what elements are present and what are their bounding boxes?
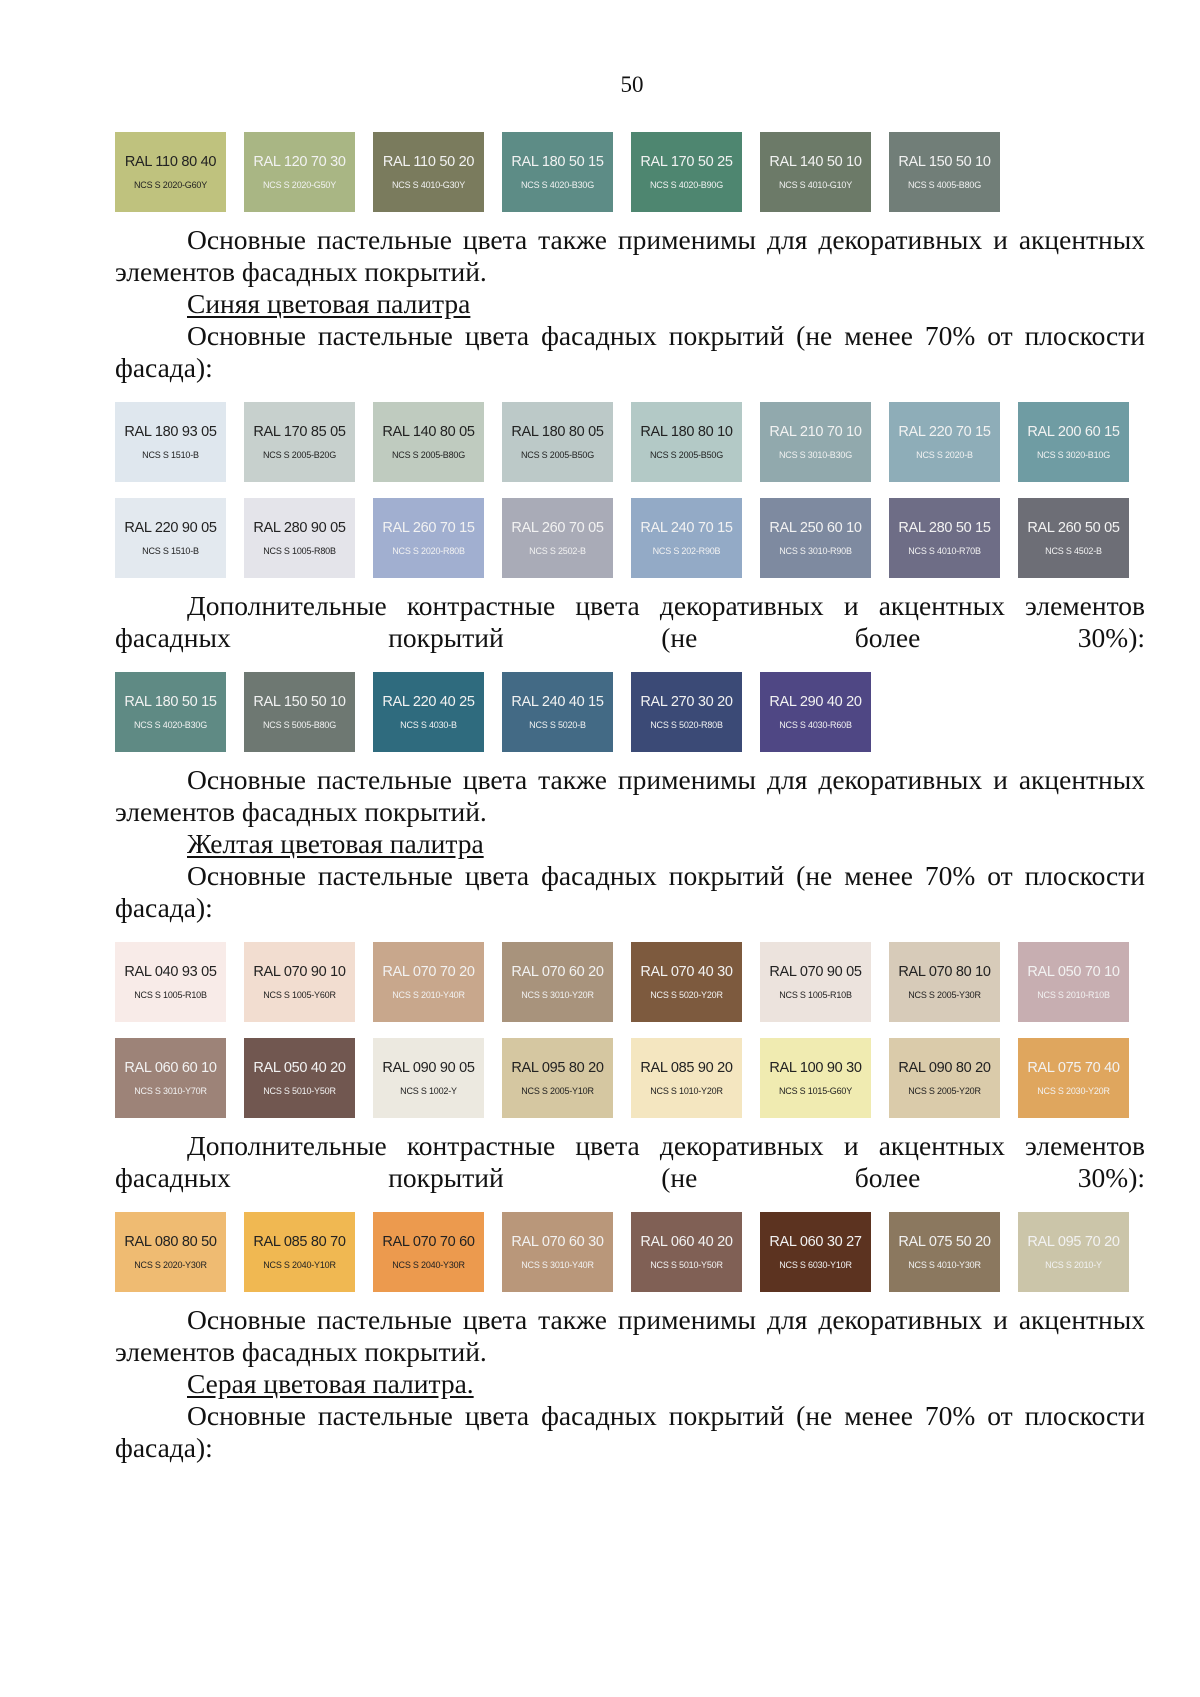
ral-code: RAL 260 70 05 (511, 520, 604, 536)
color-swatch (115, 132, 226, 212)
color-swatch (502, 498, 613, 578)
color-swatch (760, 1212, 871, 1292)
ncs-code: NCS S 4010-R70B (908, 546, 981, 556)
ncs-code: NCS S 4030-B (400, 720, 457, 730)
ncs-code: NCS S 1005-Y60R (263, 990, 336, 1000)
ral-code: RAL 050 40 20 (253, 1060, 346, 1076)
ral-code: RAL 140 80 05 (382, 424, 475, 440)
ral-code: RAL 085 80 70 (253, 1234, 346, 1250)
ncs-code: NCS S 4020-B90G (649, 180, 724, 190)
ral-code: RAL 070 90 10 (253, 964, 346, 980)
swatch-row (115, 942, 1145, 1022)
body-paragraph: Основные пастельные цвета также применимы для декоративных и акцентных элементов фасадных покрытий. (115, 1304, 1145, 1367)
ral-code: RAL 070 90 05 (769, 964, 862, 980)
ral-code: RAL 220 70 15 (898, 424, 991, 440)
ncs-code: NCS S 2030-Y20R (1037, 1086, 1110, 1096)
ncs-code: NCS S 4030-R60B (779, 720, 852, 730)
color-swatch (244, 942, 355, 1022)
color-swatch (1018, 1038, 1129, 1118)
ncs-code: NCS S 5020-B (529, 720, 586, 730)
ncs-code: NCS S 2020-R80B (392, 546, 465, 556)
ncs-code: NCS S 2040-Y30R (392, 1260, 465, 1270)
section-heading: Серая цветовая палитра. (187, 1368, 474, 1399)
swatch-group (115, 132, 1145, 212)
ncs-code: NCS S 5005-B80G (262, 720, 337, 730)
color-swatch (889, 1038, 1000, 1118)
ncs-code: NCS S 2020-G60Y (133, 180, 208, 190)
ral-code: RAL 070 40 30 (640, 964, 733, 980)
ncs-code: NCS S 2005-Y30R (908, 990, 981, 1000)
color-swatch (244, 1212, 355, 1292)
ral-code: RAL 060 60 10 (124, 1060, 217, 1076)
swatch-row (115, 672, 1145, 752)
ral-code: RAL 180 93 05 (124, 424, 217, 440)
color-swatch (760, 402, 871, 482)
color-swatch (373, 132, 484, 212)
color-swatch (631, 1212, 742, 1292)
ncs-code: NCS S 3010-R90B (779, 546, 852, 556)
ncs-code: NCS S 5010-Y50R (650, 1260, 723, 1270)
ncs-code: NCS S 4020-B30G (133, 720, 208, 730)
ral-code: RAL 080 80 50 (124, 1234, 217, 1250)
ral-code: RAL 070 70 20 (382, 964, 475, 980)
ral-code: RAL 200 60 15 (1027, 424, 1120, 440)
ncs-code: NCS S 2005-Y10R (521, 1086, 594, 1096)
color-swatch (760, 498, 871, 578)
color-swatch (889, 402, 1000, 482)
ncs-code: NCS S 1005-R10B (779, 990, 852, 1000)
ncs-code: NCS S 3010-Y40R (521, 1260, 594, 1270)
color-swatch (1018, 498, 1129, 578)
ral-code: RAL 110 80 40 (124, 154, 217, 170)
ral-code: RAL 170 50 25 (640, 154, 733, 170)
color-swatch (1018, 402, 1129, 482)
ral-code: RAL 095 70 20 (1027, 1234, 1120, 1250)
swatch-row (115, 1212, 1145, 1292)
ncs-code: NCS S 4010-G10Y (778, 180, 853, 190)
ral-code: RAL 180 80 10 (640, 424, 733, 440)
ncs-code: NCS S 3010-Y20R (521, 990, 594, 1000)
color-swatch (115, 942, 226, 1022)
color-swatch (631, 132, 742, 212)
color-swatch (244, 132, 355, 212)
section-heading: Желтая цветовая палитра (187, 828, 484, 859)
color-swatch (244, 672, 355, 752)
swatch-row (115, 498, 1145, 578)
ncs-code: NCS S 5010-Y50R (263, 1086, 336, 1096)
ral-code: RAL 085 90 20 (640, 1060, 733, 1076)
ral-code: RAL 270 30 20 (640, 694, 733, 710)
color-swatch (373, 942, 484, 1022)
ral-code: RAL 050 70 10 (1027, 964, 1120, 980)
ncs-code: NCS S 4010-Y30R (908, 1260, 981, 1270)
swatch-group (115, 1212, 1145, 1292)
color-swatch (631, 402, 742, 482)
section-heading: Синяя цветовая палитра (187, 288, 471, 319)
ncs-code: NCS S 3020-B10G (1036, 450, 1111, 460)
ral-code: RAL 095 80 20 (511, 1060, 604, 1076)
body-paragraph: Основные пастельные цвета фасадных покрытий (не менее 70% от плоскости фасада): (115, 860, 1145, 923)
ncs-code: NCS S 1015-G60Y (778, 1086, 853, 1096)
ncs-code: NCS S 4010-G30Y (391, 180, 466, 190)
color-swatch (115, 672, 226, 752)
color-swatch (889, 132, 1000, 212)
ncs-code: NCS S 1510-B (142, 546, 199, 556)
swatch-group (115, 942, 1145, 1118)
ncs-code: NCS S 2040-Y10R (263, 1260, 336, 1270)
swatch-row (115, 132, 1145, 212)
ncs-code: NCS S 1510-B (142, 450, 199, 460)
color-swatch (1018, 1212, 1129, 1292)
color-swatch (631, 672, 742, 752)
color-swatch (889, 498, 1000, 578)
ncs-code: NCS S 4502-B (1045, 546, 1102, 556)
ncs-code: NCS S 2005-B50G (649, 450, 724, 460)
color-swatch (373, 672, 484, 752)
ral-code: RAL 090 90 05 (382, 1060, 475, 1076)
body-paragraph: Дополнительные контрастные цвета декоративных и акцентных элементов фасадных покрытий (не более 30%): (115, 590, 1145, 653)
swatch-group (115, 672, 1145, 752)
ncs-code: NCS S 2010-Y40R (392, 990, 465, 1000)
color-swatch (1018, 942, 1129, 1022)
color-swatch (502, 672, 613, 752)
body-paragraph: Основные пастельные цвета фасадных покрытий (не менее 70% от плоскости фасада): (115, 1400, 1145, 1463)
color-swatch (115, 402, 226, 482)
page-number: 50 (620, 72, 644, 97)
color-swatch (889, 942, 1000, 1022)
ncs-code: NCS S 2010-R10B (1037, 990, 1110, 1000)
color-swatch (889, 1212, 1000, 1292)
ral-code: RAL 260 70 15 (382, 520, 475, 536)
ral-code: RAL 240 40 15 (511, 694, 604, 710)
ncs-code: NCS S 2005-B80G (391, 450, 466, 460)
color-swatch (760, 1038, 871, 1118)
color-swatch (760, 672, 871, 752)
ral-code: RAL 120 70 30 (253, 154, 346, 170)
ral-code: RAL 060 30 27 (769, 1234, 862, 1250)
ral-code: RAL 170 85 05 (253, 424, 346, 440)
ncs-code: NCS S 2005-B20G (262, 450, 337, 460)
ncs-code: NCS S 2020-G50Y (262, 180, 337, 190)
ral-code: RAL 070 60 30 (511, 1234, 604, 1250)
ncs-code: NCS S 6030-Y10R (779, 1260, 852, 1270)
color-swatch (373, 402, 484, 482)
ral-code: RAL 150 50 10 (253, 694, 346, 710)
ncs-code: NCS S 4020-B30G (520, 180, 595, 190)
ral-code: RAL 040 93 05 (124, 964, 217, 980)
ncs-code: NCS S 202-R90B (652, 546, 721, 556)
ncs-code: NCS S 3010-B30G (778, 450, 853, 460)
ral-code: RAL 070 80 10 (898, 964, 991, 980)
ral-code: RAL 100 90 30 (769, 1060, 862, 1076)
color-swatch (115, 498, 226, 578)
ral-code: RAL 075 70 40 (1027, 1060, 1120, 1076)
color-swatch (373, 498, 484, 578)
ral-code: RAL 260 50 05 (1027, 520, 1120, 536)
ral-code: RAL 060 40 20 (640, 1234, 733, 1250)
ral-code: RAL 240 70 15 (640, 520, 733, 536)
ncs-code: NCS S 2005-Y20R (908, 1086, 981, 1096)
color-swatch (631, 1038, 742, 1118)
color-swatch (502, 132, 613, 212)
color-swatch (631, 498, 742, 578)
ncs-code: NCS S 2020-Y30R (134, 1260, 207, 1270)
body-paragraph: Основные пастельные цвета также применимы для декоративных и акцентных элементов фасадных покрытий. (115, 764, 1145, 827)
body-paragraph: Основные пастельные цвета также применимы для декоративных и акцентных элементов фасадных покрытий. (115, 224, 1145, 287)
ncs-code: NCS S 1005-R80B (263, 546, 336, 556)
ral-code: RAL 150 50 10 (898, 154, 991, 170)
body-paragraph: Основные пастельные цвета фасадных покрытий (не менее 70% от плоскости фасада): (115, 320, 1145, 383)
ral-code: RAL 140 50 10 (769, 154, 862, 170)
color-swatch (502, 942, 613, 1022)
ral-code: RAL 070 70 60 (382, 1234, 475, 1250)
color-swatch (502, 1212, 613, 1292)
color-swatch (631, 942, 742, 1022)
ral-code: RAL 220 90 05 (124, 520, 217, 536)
ral-code: RAL 210 70 10 (769, 424, 862, 440)
ncs-code: NCS S 2005-B50G (520, 450, 595, 460)
ral-code: RAL 180 80 05 (511, 424, 604, 440)
ncs-code: NCS S 1002-Y (400, 1086, 457, 1096)
color-swatch (502, 402, 613, 482)
color-swatch (115, 1038, 226, 1118)
ncs-code: NCS S 3010-Y70R (134, 1086, 207, 1096)
ral-code: RAL 110 50 20 (382, 154, 475, 170)
swatch-group (115, 402, 1145, 578)
ral-code: RAL 290 40 20 (769, 694, 862, 710)
ral-code: RAL 180 50 15 (124, 694, 217, 710)
color-swatch (244, 498, 355, 578)
ral-code: RAL 220 40 25 (382, 694, 475, 710)
ral-code: RAL 180 50 15 (511, 154, 604, 170)
color-swatch (373, 1038, 484, 1118)
color-swatch (760, 942, 871, 1022)
body-paragraph: Дополнительные контрастные цвета декоративных и акцентных элементов фасадных покрытий (не более 30%): (115, 1130, 1145, 1193)
ral-code: RAL 250 60 10 (769, 520, 862, 536)
color-swatch (760, 132, 871, 212)
ncs-code: NCS S 4005-B80G (907, 180, 982, 190)
color-swatch (502, 1038, 613, 1118)
ral-code: RAL 070 60 20 (511, 964, 604, 980)
color-swatch (244, 402, 355, 482)
ncs-code: NCS S 1010-Y20R (650, 1086, 723, 1096)
ncs-code: NCS S 2010-Y (1045, 1260, 1102, 1270)
swatch-row (115, 1038, 1145, 1118)
ncs-code: NCS S 5020-Y20R (650, 990, 723, 1000)
color-swatch (115, 1212, 226, 1292)
ral-code: RAL 280 50 15 (898, 520, 991, 536)
ncs-code: NCS S 2020-B (916, 450, 973, 460)
color-swatch (373, 1212, 484, 1292)
swatch-row (115, 402, 1145, 482)
color-swatch (244, 1038, 355, 1118)
document-body (115, 132, 1145, 1464)
ral-code: RAL 090 80 20 (898, 1060, 991, 1076)
ncs-code: NCS S 2502-B (529, 546, 586, 556)
ral-code: RAL 280 90 05 (253, 520, 346, 536)
ncs-code: NCS S 1005-R10B (134, 990, 207, 1000)
ral-code: RAL 075 50 20 (898, 1234, 991, 1250)
ncs-code: NCS S 5020-R80B (650, 720, 723, 730)
